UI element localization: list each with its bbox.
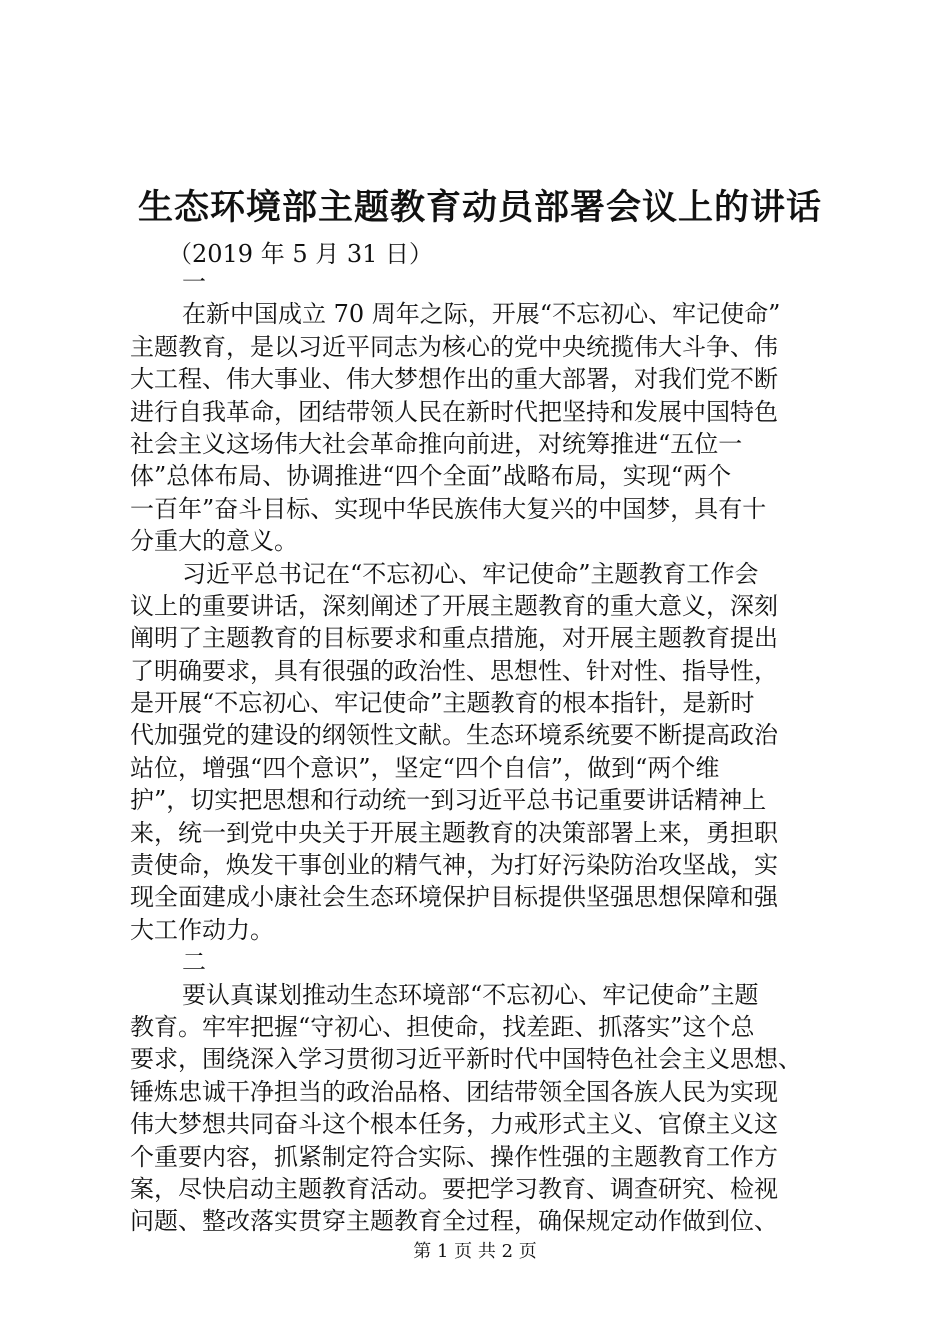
paragraph-line: 是开展“不忘初心、牢记使命”主题教育的根本指针，是新时 (130, 689, 755, 718)
speech-date: （2019 年 5 月 31 日） (168, 240, 434, 268)
paragraph-line: 体”总体布局、协调推进“四个全面”战略布局，实现“两个 (130, 462, 732, 491)
document-body (130, 266, 830, 1238)
paragraph-line: 议上的重要讲话，深刻阐述了开展主题教育的重大意义，深刻 (130, 591, 778, 620)
paragraph-line: 护”，切实把思想和行动统一到习近平总书记重要讲话精神上 (130, 786, 767, 815)
paragraph-line: 问题、整改落实贯穿主题教育全过程，确保规定动作做到位、 (130, 1207, 778, 1236)
paragraph-line: 来，统一到党中央关于开展主题教育的决策部署上来，勇担职 (130, 818, 778, 847)
section-heading: 二 (182, 948, 206, 977)
paragraph-line: 站位，增强“四个意识”，坚定“四个自信”，做到“两个维 (130, 753, 720, 782)
section-heading: 一 (182, 268, 206, 296)
paragraph-line: 社会主义这场伟大社会革命推向前进，对统筹推进“五位一 (130, 429, 743, 458)
paragraph-line: 要求，围绕深入学习贯彻习近平新时代中国特色社会主义思想、 (130, 1045, 802, 1074)
paragraph-line: 分重大的意义。 (130, 527, 298, 556)
paragraph-line: 锤炼忠诚干净担当的政治品格、团结带领全国各族人民为实现 (130, 1077, 778, 1106)
paragraph-line: 主题教育，是以习近平同志为核心的党中央统揽伟大斗争、伟 (130, 332, 778, 361)
paragraph-line: 大工作动力。 (130, 915, 274, 944)
paragraph-line: 大工程、伟大事业、伟大梦想作出的重大部署，对我们党不断 (130, 365, 778, 394)
paragraph-line: 现全面建成小康社会生态环境保护目标提供坚强思想保障和强 (130, 883, 778, 912)
paragraph-line: 进行自我革命，团结带领人民在新时代把坚持和发展中国特色 (130, 397, 778, 426)
paragraph-line: 阐明了主题教育的目标要求和重点措施，对开展主题教育提出 (130, 624, 778, 653)
document-title: 生态环境部主题教育动员部署会议上的讲话 (137, 187, 822, 228)
paragraph-line: 责使命，焕发干事创业的精气神，为打好污染防治攻坚战，实 (130, 851, 778, 880)
paragraph-line: 案，尽快启动主题教育活动。要把学习教育、调查研究、检视 (130, 1174, 778, 1203)
paragraph-line: 个重要内容，抓紧制定符合实际、操作性强的主题教育工作方 (130, 1142, 778, 1171)
paragraph-line: 教育。牢牢把握“守初心、担使命，找差距、抓落实”这个总 (130, 1012, 755, 1041)
paragraph-line: 代加强党的建设的纲领性文献。生态环境系统要不断提高政治 (130, 721, 778, 750)
paragraph-line: 要认真谋划推动生态环境部“不忘初心、牢记使命”主题 (182, 980, 759, 1009)
paragraph-line: 习近平总书记在“不忘初心、牢记使命”主题教育工作会 (182, 559, 759, 588)
page-number: 第 1 页 共 2 页 (413, 1241, 537, 1262)
paragraph-line: 了明确要求，具有很强的政治性、思想性、针对性、指导性， (130, 656, 778, 685)
paragraph-line: 一百年”奋斗目标、实现中华民族伟大复兴的中国梦，具有十 (130, 494, 767, 523)
paragraph-line: 在新中国成立 70 周年之际，开展“不忘初心、牢记使命” (182, 300, 781, 329)
paragraph-line: 伟大梦想共同奋斗这个根本任务，力戒形式主义、官僚主义这 (130, 1110, 778, 1139)
